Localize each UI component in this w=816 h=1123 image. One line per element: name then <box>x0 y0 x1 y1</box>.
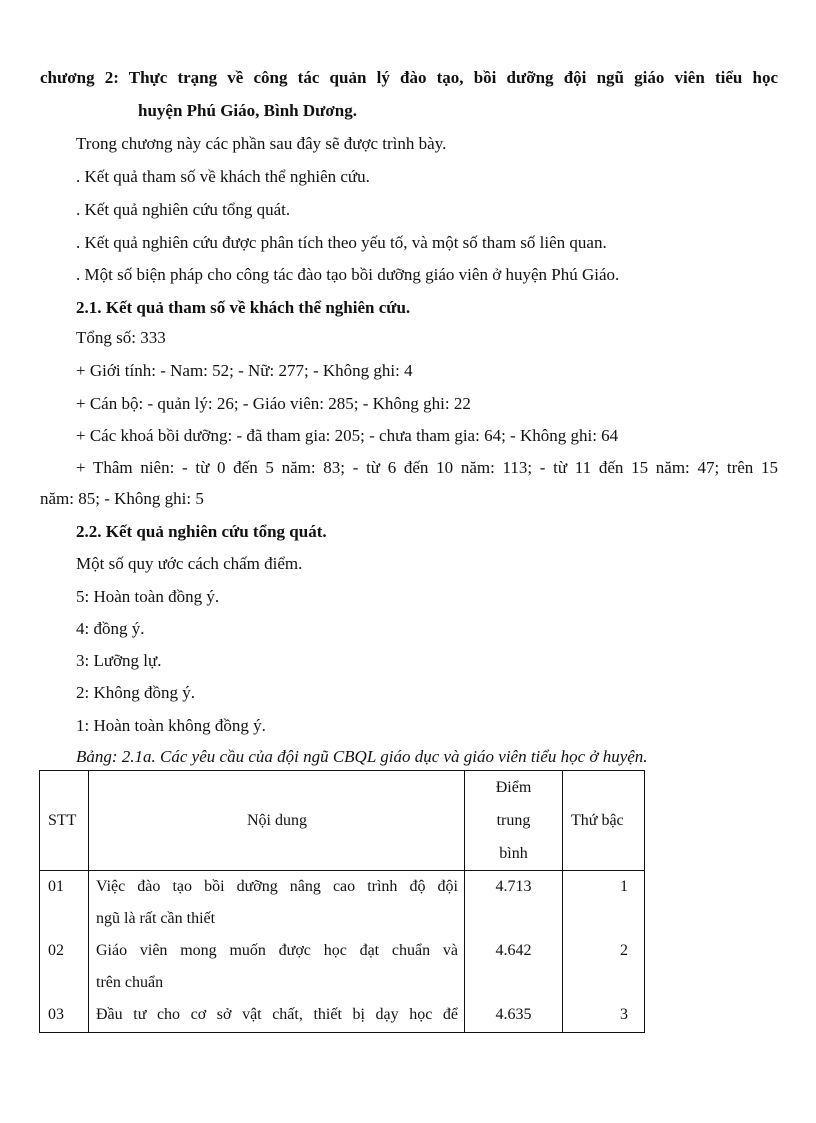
chapter-title-line2: huyện Phú Giáo, Bình Dương. <box>138 101 357 120</box>
scale-item: 2: Không đồng ý. <box>76 683 195 702</box>
header-score <box>465 771 563 871</box>
outline-item: . Một số biện pháp cho công tác đào tạo bồi dưỡng giáo viên ở huyện Phú Giáo. <box>76 265 620 284</box>
header-stt: STT <box>40 771 89 871</box>
intro-paragraph: Trong chương này các phần sau đây sẽ được trình bày. <box>76 134 447 153</box>
table-row <box>40 935 645 999</box>
cell-score: 4.635 <box>465 999 563 1033</box>
cell-stt: 02 <box>40 935 89 999</box>
table-caption: Bảng: 2.1a. Các yêu cầu của đội ngũ CBQL giáo dục và giáo viên tiểu học ở huyện. <box>76 747 648 766</box>
cell-content <box>89 999 465 1033</box>
header-score-line: bình <box>499 845 528 862</box>
scale-item: 5: Hoàn toàn đồng ý. <box>76 587 220 606</box>
header-rank: Thứ bậc <box>563 771 645 871</box>
cell-stt: 03 <box>40 999 89 1033</box>
header-score-line: trung <box>496 812 531 829</box>
table-row <box>40 999 645 1033</box>
cell-score: 4.642 <box>465 935 563 999</box>
cell-content <box>89 935 465 999</box>
role-stats: + Cán bộ: - quản lý: 26; - Giáo viên: 285; - Không ghi: 22 <box>76 394 471 413</box>
cell-rank: 1 <box>563 871 645 936</box>
header-content: Nội dung <box>89 771 465 871</box>
outline-item: . Kết quả nghiên cứu tổng quát. <box>76 200 291 219</box>
cell-content-line: Giáo viên mong muốn được học đạt chuẩn và <box>96 942 458 959</box>
seniority-stats-line1: + Thâm niên: - từ 0 đến 5 năm: 83; - từ 6 đến 10 năm: 113; - từ 11 đến 15 năm: 47; trên 15 <box>76 458 778 477</box>
cell-content <box>89 871 465 936</box>
results-table <box>39 770 645 1033</box>
scale-intro: Một số quy ước cách chấm điểm. <box>76 554 303 573</box>
table-row <box>40 871 645 936</box>
table-header-row <box>40 771 645 871</box>
chapter-title-line1: chương 2: Thực trạng về công tác quản lý đào tạo, bồi dưỡng đội ngũ giáo viên tiểu học <box>40 68 778 87</box>
scale-item: 1: Hoàn toàn không đồng ý. <box>76 716 266 735</box>
cell-rank: 3 <box>563 999 645 1033</box>
header-score-line: Điểm <box>495 779 532 796</box>
section-heading-2-2: 2.2. Kết quả nghiên cứu tổng quát. <box>76 522 327 541</box>
seniority-stats-line2: năm: 85; - Không ghi: 5 <box>40 489 204 508</box>
outline-item: . Kết quả tham số về khách thể nghiên cứu. <box>76 167 370 186</box>
cell-content-line: trên chuẩn <box>96 974 164 991</box>
scale-item: 3: Lưỡng lự. <box>76 651 162 670</box>
cell-content-line: Việc đào tạo bồi dưỡng nâng cao trình độ đội <box>96 878 458 895</box>
scale-item: 4: đồng ý. <box>76 619 145 638</box>
gender-stats: + Giới tính: - Nam: 52; - Nữ: 277; - Không ghi: 4 <box>76 361 413 380</box>
cell-rank: 2 <box>563 935 645 999</box>
cell-score: 4.713 <box>465 871 563 936</box>
section-heading-2-1: 2.1. Kết quả tham số về khách thể nghiên cứu. <box>76 298 411 317</box>
cell-content-line: ngũ là rất cần thiết <box>96 910 216 927</box>
cell-stt: 01 <box>40 871 89 936</box>
outline-item: . Kết quả nghiên cứu được phân tích theo yếu tố, và một số tham số liên quan. <box>76 233 607 252</box>
total-count: Tổng số: 333 <box>76 328 166 347</box>
course-stats: + Các khoá bồi dưỡng: - đã tham gia: 205; - chưa tham gia: 64; - Không ghi: 64 <box>76 426 619 445</box>
cell-content-line: Đầu tư cho cơ sở vật chất, thiết bị dạy học để <box>96 1006 458 1023</box>
